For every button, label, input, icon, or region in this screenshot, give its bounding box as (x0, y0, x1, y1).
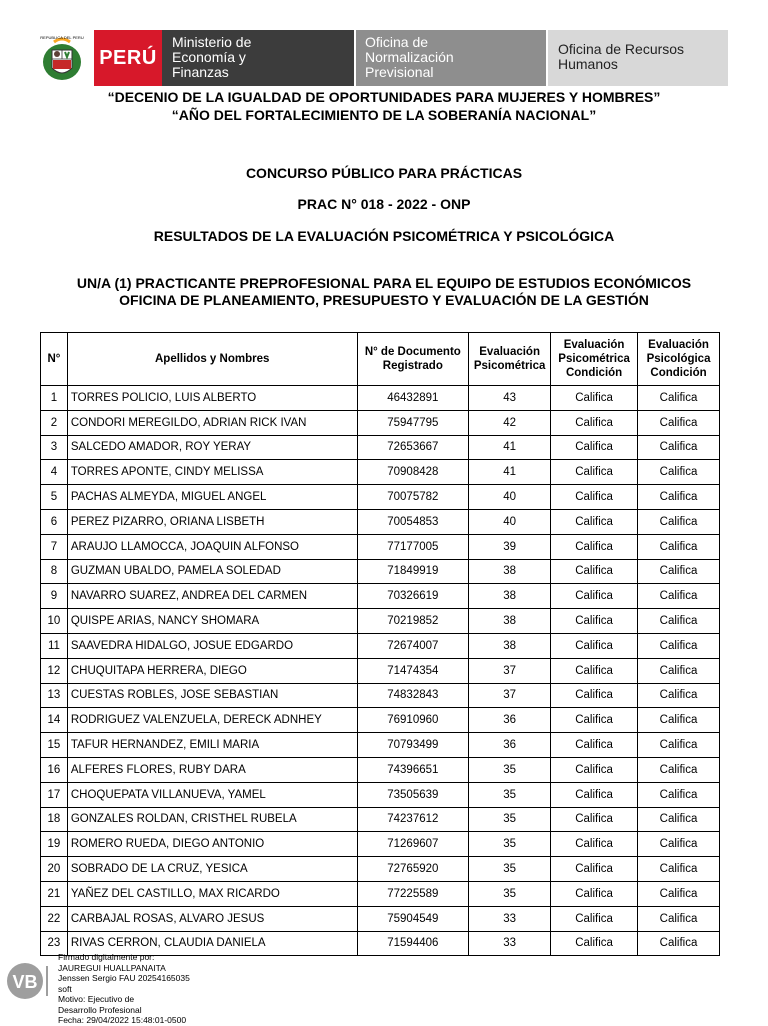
table-row (41, 584, 720, 609)
row-score: 33 (469, 931, 551, 956)
row-number: 19 (41, 832, 68, 857)
row-score: 40 (469, 509, 551, 534)
row-number: 21 (41, 881, 68, 906)
row-psychological-condition: Califica (638, 931, 720, 956)
table-row (41, 633, 720, 658)
row-psychometric-condition: Califica (551, 931, 638, 956)
row-score: 37 (469, 683, 551, 708)
position-line-1: UN/A (1) PRACTICANTE PREPROFESIONAL PARA EL EQUIPO DE ESTUDIOS ECONÓMICOS (76, 275, 692, 291)
row-psychometric-condition: Califica (551, 733, 638, 758)
row-number: 3 (41, 435, 68, 460)
row-psychological-condition: Califica (638, 782, 720, 807)
table-row (41, 733, 720, 758)
row-psychological-condition: Califica (638, 708, 720, 733)
table-row (41, 683, 720, 708)
row-number: 13 (41, 683, 68, 708)
row-name: TAFUR HERNANDEZ, EMILI MARIA (67, 733, 357, 758)
digital-signature (6, 952, 256, 1025)
row-psychometric-condition: Califica (551, 782, 638, 807)
row-document: 73505639 (357, 782, 469, 807)
row-name: CARBAJAL ROSAS, ALVARO JESUS (67, 906, 357, 931)
row-psychological-condition: Califica (638, 410, 720, 435)
row-psychological-condition: Califica (638, 906, 720, 931)
row-psychometric-condition: Califica (551, 658, 638, 683)
table-row (41, 807, 720, 832)
row-name: ROMERO RUEDA, DIEGO ANTONIO (67, 832, 357, 857)
table-row (41, 410, 720, 435)
results-table (40, 332, 720, 956)
row-score: 42 (469, 410, 551, 435)
row-score: 36 (469, 708, 551, 733)
row-name: NAVARRO SUAREZ, ANDREA DEL CARMEN (67, 584, 357, 609)
row-score: 35 (469, 807, 551, 832)
row-psychometric-condition: Califica (551, 509, 638, 534)
table-row (41, 757, 720, 782)
row-number: 12 (41, 658, 68, 683)
row-score: 38 (469, 559, 551, 584)
row-document: 70793499 (357, 733, 469, 758)
row-name: SOBRADO DE LA CRUZ, YESICA (67, 857, 357, 882)
row-document: 72765920 (357, 857, 469, 882)
row-name: RIVAS CERRON, CLAUDIA DANIELA (67, 931, 357, 956)
row-document: 76910960 (357, 708, 469, 733)
row-number: 5 (41, 485, 68, 510)
row-number: 1 (41, 386, 68, 411)
row-number: 8 (41, 559, 68, 584)
row-psychological-condition: Califica (638, 534, 720, 559)
row-name: GONZALES ROLDAN, CRISTHEL RUBELA (67, 807, 357, 832)
row-name: ARAUJO LLAMOCCA, JOAQUIN ALFONSO (67, 534, 357, 559)
row-psychological-condition: Califica (638, 832, 720, 857)
onp-label: Oficina de Normalización Previsional (356, 30, 546, 86)
row-number: 7 (41, 534, 68, 559)
row-psychometric-condition: Califica (551, 708, 638, 733)
row-psychological-condition: Califica (638, 559, 720, 584)
orh-label: Oficina de Recursos Humanos (548, 30, 728, 86)
decade-slogan (0, 88, 768, 124)
row-name: CHOQUEPATA VILLANUEVA, YAMEL (67, 782, 357, 807)
header-psychological-condition: Evaluación Psicológica Condición (638, 333, 720, 386)
peru-logo: PERÚ (94, 30, 162, 86)
table-row (41, 386, 720, 411)
row-number: 14 (41, 708, 68, 733)
row-score: 38 (469, 584, 551, 609)
row-document: 77177005 (357, 534, 469, 559)
row-score: 37 (469, 658, 551, 683)
row-document: 74832843 (357, 683, 469, 708)
row-psychological-condition: Califica (638, 460, 720, 485)
row-name: CUESTAS ROBLES, JOSE SEBASTIAN (67, 683, 357, 708)
row-psychological-condition: Califica (638, 435, 720, 460)
row-document: 75904549 (357, 906, 469, 931)
row-name: SAAVEDRA HIDALGO, JOSUE EDGARDO (67, 633, 357, 658)
row-score: 35 (469, 881, 551, 906)
signature-text: Firmado digitalmente por: JAUREGUI HUALLPANAITA Jenssen Sergio FAU 20254165035 soft Motivo: Ejecutivo de Desarrollo Profesional Fecha: 29/04/2022 15:48:01-0500 (58, 952, 190, 1025)
row-psychological-condition: Califica (638, 633, 720, 658)
table-header-row (41, 333, 720, 386)
row-psychometric-condition: Califica (551, 832, 638, 857)
vb-seal-icon (6, 962, 54, 1000)
row-number: 15 (41, 733, 68, 758)
row-number: 6 (41, 509, 68, 534)
table-row (41, 906, 720, 931)
mef-label: Ministerio de Economía y Finanzas (162, 30, 354, 86)
row-psychological-condition: Califica (638, 881, 720, 906)
position-line-2: OFICINA DE PLANEAMIENTO, PRESUPUESTO Y EVALUACIÓN DE LA GESTIÓN (119, 292, 649, 308)
row-number: 11 (41, 633, 68, 658)
row-score: 38 (469, 633, 551, 658)
row-psychological-condition: Califica (638, 658, 720, 683)
row-name: TORRES POLICIO, LUIS ALBERTO (67, 386, 357, 411)
row-number: 22 (41, 906, 68, 931)
row-psychometric-condition: Califica (551, 435, 638, 460)
table-body (41, 386, 720, 956)
table-row (41, 782, 720, 807)
row-document: 70075782 (357, 485, 469, 510)
row-number: 18 (41, 807, 68, 832)
slogan-line-2: “AÑO DEL FORTALECIMIENTO DE LA SOBERANÍA NACIONAL” (171, 107, 597, 123)
row-number: 2 (41, 410, 68, 435)
row-psychometric-condition: Califica (551, 633, 638, 658)
document-title: CONCURSO PÚBLICO PARA PRÁCTICAS (245, 165, 523, 181)
table-row (41, 559, 720, 584)
row-name: PACHAS ALMEYDA, MIGUEL ANGEL (67, 485, 357, 510)
table-row (41, 609, 720, 634)
row-score: 35 (469, 832, 551, 857)
row-score: 35 (469, 782, 551, 807)
table-row (41, 658, 720, 683)
document-code: PRAC N° 018 - 2022 - ONP (297, 196, 471, 212)
row-psychometric-condition: Califica (551, 410, 638, 435)
row-psychometric-condition: Califica (551, 807, 638, 832)
table-row (41, 708, 720, 733)
table-row (41, 881, 720, 906)
row-name: TORRES APONTE, CINDY MELISSA (67, 460, 357, 485)
row-number: 20 (41, 857, 68, 882)
row-document: 46432891 (357, 386, 469, 411)
svg-text:VB: VB (12, 972, 38, 992)
document-subtitle: RESULTADOS DE LA EVALUACIÓN PSICOMÉTRICA Y PSICOLÓGICA (153, 228, 615, 244)
row-psychometric-condition: Califica (551, 609, 638, 634)
row-psychometric-condition: Califica (551, 857, 638, 882)
row-document: 71474354 (357, 658, 469, 683)
row-document: 72653667 (357, 435, 469, 460)
row-score: 40 (469, 485, 551, 510)
row-name: QUISPE ARIAS, NANCY SHOMARA (67, 609, 357, 634)
table-row (41, 485, 720, 510)
row-psychological-condition: Califica (638, 386, 720, 411)
table-row (41, 832, 720, 857)
row-document: 70908428 (357, 460, 469, 485)
coat-of-arms-icon (36, 32, 88, 84)
row-psychological-condition: Califica (638, 807, 720, 832)
row-score: 39 (469, 534, 551, 559)
row-psychometric-condition: Califica (551, 534, 638, 559)
header-banner (36, 28, 728, 88)
table-row (41, 435, 720, 460)
row-number: 16 (41, 757, 68, 782)
row-number: 17 (41, 782, 68, 807)
header-psychometric-condition: Evaluación Psicométrica Condición (551, 333, 638, 386)
row-number: 23 (41, 931, 68, 956)
row-document: 70326619 (357, 584, 469, 609)
row-psychometric-condition: Califica (551, 559, 638, 584)
row-document: 71594406 (357, 931, 469, 956)
row-psychological-condition: Califica (638, 857, 720, 882)
row-name: RODRIGUEZ VALENZUELA, DERECK ADNHEY (67, 708, 357, 733)
row-psychological-condition: Califica (638, 509, 720, 534)
crest-label: REPUBLICA DEL PERU (40, 35, 84, 40)
row-document: 71269607 (357, 832, 469, 857)
row-score: 41 (469, 435, 551, 460)
slogan-line-1: “DECENIO DE LA IGUALDAD DE OPORTUNIDADES PARA MUJERES Y HOMBRES” (107, 89, 661, 105)
row-score: 41 (469, 460, 551, 485)
header-number: N° (41, 333, 68, 386)
row-name: CHUQUITAPA HERRERA, DIEGO (67, 658, 357, 683)
row-psychometric-condition: Califica (551, 881, 638, 906)
row-name: PEREZ PIZARRO, ORIANA LISBETH (67, 509, 357, 534)
row-score: 43 (469, 386, 551, 411)
row-document: 71849919 (357, 559, 469, 584)
row-psychometric-condition: Califica (551, 460, 638, 485)
row-psychometric-condition: Califica (551, 757, 638, 782)
table-row (41, 460, 720, 485)
row-document: 70219852 (357, 609, 469, 634)
row-psychometric-condition: Califica (551, 683, 638, 708)
row-psychological-condition: Califica (638, 733, 720, 758)
row-psychological-condition: Califica (638, 609, 720, 634)
row-document: 74396651 (357, 757, 469, 782)
table-row (41, 534, 720, 559)
row-name: YAÑEZ DEL CASTILLO, MAX RICARDO (67, 881, 357, 906)
row-psychological-condition: Califica (638, 757, 720, 782)
row-score: 38 (469, 609, 551, 634)
row-name: ALFERES FLORES, RUBY DARA (67, 757, 357, 782)
row-document: 74237612 (357, 807, 469, 832)
row-number: 10 (41, 609, 68, 634)
row-psychological-condition: Califica (638, 485, 720, 510)
row-psychometric-condition: Califica (551, 584, 638, 609)
row-document: 72674007 (357, 633, 469, 658)
row-number: 9 (41, 584, 68, 609)
row-psychometric-condition: Califica (551, 485, 638, 510)
row-psychometric-condition: Califica (551, 906, 638, 931)
table-row (41, 509, 720, 534)
row-psychometric-condition: Califica (551, 386, 638, 411)
row-name: CONDORI MEREGILDO, ADRIAN RICK IVAN (67, 410, 357, 435)
row-name: SALCEDO AMADOR, ROY YERAY (67, 435, 357, 460)
row-score: 36 (469, 733, 551, 758)
row-document: 70054853 (357, 509, 469, 534)
header-document: N° de Documento Registrado (357, 333, 469, 386)
header-name: Apellidos y Nombres (67, 333, 357, 386)
row-document: 75947795 (357, 410, 469, 435)
row-psychological-condition: Califica (638, 683, 720, 708)
row-score: 35 (469, 857, 551, 882)
row-number: 4 (41, 460, 68, 485)
table-row (41, 857, 720, 882)
header-psychometric: Evaluación Psicométrica (469, 333, 551, 386)
row-name: GUZMAN UBALDO, PAMELA SOLEDAD (67, 559, 357, 584)
row-document: 77225589 (357, 881, 469, 906)
row-psychological-condition: Califica (638, 584, 720, 609)
row-score: 35 (469, 757, 551, 782)
row-score: 33 (469, 906, 551, 931)
